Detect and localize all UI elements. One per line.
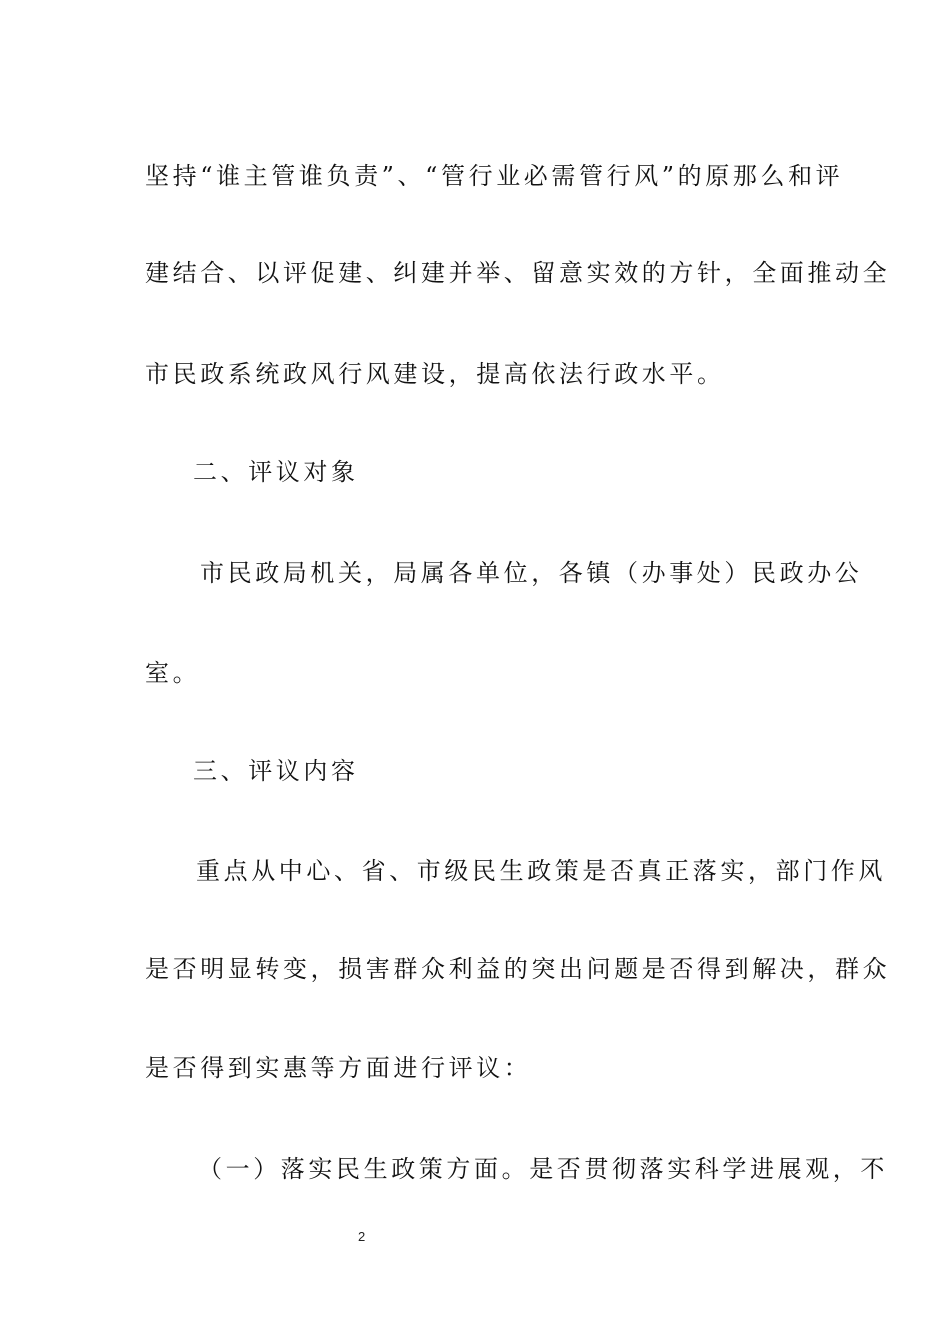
body-text-line: 建结合、以评促建、纠建并举、留意实效的方针，全面推动全 (145, 259, 891, 287)
section-heading: 二、评议对象 (193, 458, 359, 486)
body-text-line: 是否明显转变，损害群众利益的突出问题是否得到解决，群众 (145, 955, 891, 983)
body-text-line: （一）落实民生政策方面。是否贯彻落实科学进展观，不 (198, 1155, 888, 1183)
body-text-line: 市民政系统政风行风建设，提高依法行政水平。 (145, 360, 725, 388)
body-text-line: 室。 (145, 659, 201, 687)
body-text-line: 重点从中心、省、市级民生政策是否真正落实，部门作风 (196, 857, 886, 885)
body-text-line: 市民政局机关，局属各单位，各镇（办事处）民政办公 (200, 559, 863, 587)
body-text-line: 是否得到实惠等方面进行评议： (145, 1054, 532, 1082)
section-heading: 三、评议内容 (193, 757, 359, 785)
body-text-line: 坚持“谁主管谁负责”、“管行业必需管行风”的原那么和评 (145, 162, 844, 190)
page-number: 2 (358, 1229, 366, 1244)
